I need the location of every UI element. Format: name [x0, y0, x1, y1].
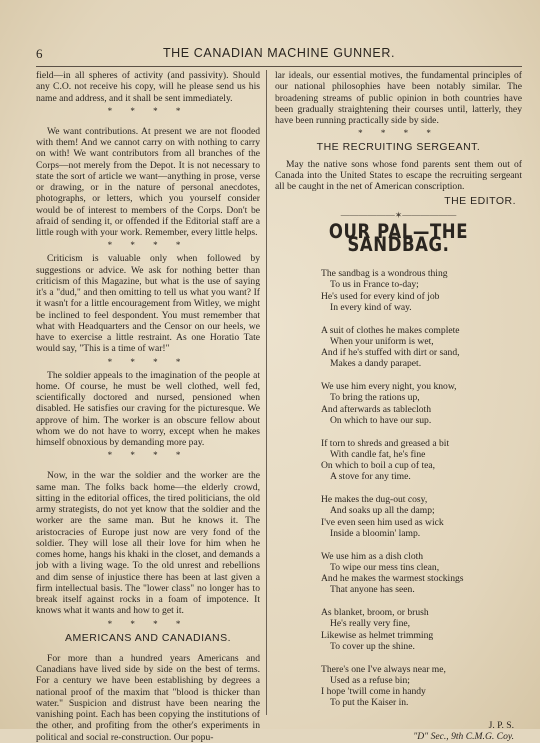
- ornament-rule: ——————✶——————: [340, 209, 457, 220]
- paragraph: lar ideals, our essential motives, the fundamental principles of our national philosophies have been notably similar. The broadening streams of public opinion in both countries have been gradually straightening their courses until, latterly, they have been running practically side by side.: [275, 70, 522, 126]
- poem-line: We use him every night, you know,: [321, 381, 457, 392]
- poem-line: To cover up the shine.: [330, 640, 415, 652]
- right-column: [275, 70, 522, 743]
- poem-line: That anyone has seen.: [330, 584, 415, 596]
- poem-stanza: [321, 607, 522, 652]
- poem-line: And if he's stuffed with dirt or sand,: [321, 347, 460, 358]
- section-heading: THE RECRUITING SERGEANT.: [316, 141, 481, 154]
- poem-stanza: [321, 494, 522, 539]
- poem-line: Makes a dandy parapet.: [330, 358, 422, 370]
- poem-line: A stove for any time.: [330, 471, 411, 483]
- poem-line: We use him as a dish cloth: [321, 550, 424, 562]
- page-number: 6: [36, 46, 43, 61]
- paragraph: For more than a hundred years Americans and Canadians have lived side by side on the best of terms. For a century we have been establishing by degrees a national proof of the maxim that "blood is thicker than water." Suspicion and distrust have been nearing the vanishing point. Each has been copying the institutions of the other, and profiting from the other's experiments in political and social re-construction. Our popu-: [36, 652, 260, 743]
- poem-line: Inside a bloomin' lamp.: [330, 527, 421, 539]
- poem-line: In every kind of way.: [330, 301, 412, 313]
- poem-title: OUR PAL—THE SANDBAG.: [328, 219, 469, 256]
- poem-line: I hope 'twill come in handy: [321, 686, 426, 697]
- poem-stanza: [321, 664, 522, 709]
- poem-line: The sandbag is a wondrous thing: [321, 268, 448, 279]
- section-stars: * * * *: [107, 240, 189, 251]
- poem-stanza: [321, 381, 522, 426]
- poem-line: On which to have our sup.: [330, 414, 432, 426]
- section-stars: * * * *: [107, 618, 189, 629]
- poem-stanza: [321, 551, 522, 596]
- paragraph: May the native sons whose fond parents sent them out of Canada into the United States to escape the recruiting sergeant all be caught in the net of American conscription.: [275, 158, 522, 192]
- poem-line: He makes the dug-out cosy,: [321, 494, 428, 505]
- poem-line: When your uniform is wet,: [330, 335, 434, 347]
- paragraph: Criticism is valuable only when followed by suggestions or advice. We ask for nothing better than criticism of this Magazine, but what is the use of saying it's a "dud," and then omitting to tell us what you want? If it wasn't for a little encouragement from Witley, we might be inclined to feel despondent. You must remember that what with Headquarters and the Censor on our heels, we have to exercise a little restraint. As one Horatio Tate would say, "This is a time of war!": [36, 253, 260, 355]
- poem-line: And soaks up all the damp;: [330, 505, 435, 517]
- section-stars: * * * *: [107, 105, 189, 116]
- poem-line: To us in France to-day;: [330, 279, 419, 291]
- poem-line: He's used for every kind of job: [321, 290, 440, 302]
- header-rule: [36, 66, 522, 67]
- poem-line: Used as a refuse bin;: [330, 674, 410, 686]
- poem-line: There's one I've always near me,: [321, 663, 446, 675]
- poem: [275, 268, 522, 709]
- poem-line: A suit of clothes he makes complete: [321, 324, 460, 336]
- poem-line: And afterwards as tablecloth: [321, 403, 432, 415]
- section-heading: AMERICANS AND CANADIANS.: [64, 631, 232, 644]
- poem-line: To wipe our mess tins clean,: [330, 561, 440, 573]
- poem-line: As blanket, broom, or brush: [321, 607, 429, 618]
- section-stars: * * * *: [107, 356, 189, 367]
- poem-stanza: [321, 325, 522, 370]
- poem-line: I've even seen him used as wick: [321, 516, 444, 528]
- poem-line: If torn to shreds and greased a bit: [321, 437, 450, 449]
- editor-signoff: THE EDITOR.: [444, 195, 516, 208]
- section-stars: * * * *: [107, 450, 189, 461]
- paragraph: The soldier appeals to the imagination of the people at home. Of course, he must be well clothed, well fed, scientifically doctored and nursed, pensioned when disabled. He satisfies our craving for the picturesque. We approve of him. The worker is an obscure fellow about whom we do not have to worry, except when he makes himself obnoxious by demanding more pay.: [36, 369, 260, 448]
- paragraph: field—in all spheres of activity (and passivity). Should any C.O. not receive his copy, will he please send us his name and address, and it shall be sent immediately.: [36, 70, 260, 104]
- poem-line: Likewise as helmet trimming: [321, 629, 434, 641]
- paragraph: Now, in the war the soldier and the worker are the same man. The folks back home—the elderly crowd, sitting in the editorial offices, the tired politicians, the old army strategists, do not yet know that the soldier and the worker are the same man. But he knows it. The aristocracies of Europe just now are very fond of the soldier. They will lose all their love for him when he comes home, hangs his khaki in the closet, and demands a job with a living wage. To the old unrest and rebellions and dim sense of injustice there has been at last given a firm intellectual basis. The "lower class" no longer has to break itself against rocks in a foam of impotence. It knows what it wants and how to get it.: [36, 470, 260, 617]
- author-unit: "D" Sec., 9th C.M.G. Coy.: [413, 731, 514, 743]
- poem-line: To bring the rations up,: [330, 392, 420, 404]
- poem-line: And he makes the warmest stockings: [321, 573, 464, 584]
- poem-stanza: [321, 268, 522, 313]
- page-header: [36, 46, 522, 64]
- paragraph: We want contributions. At present we are not flooded with them! And we cannot carry on with nothing to carry on with! We want contributors from all branches of the Corps—not merely from the Depot. It is not necessary to state the sort of article we want—anything in prose, verse or drawing, or in the nature of personal anecdotes, photographs, or letters, which you yourself consider would be of interest to members of the Corps. Don't be afraid of sending it, or offended if the Editorial staff are a little rough with your work. Remember, every little helps.: [36, 125, 260, 238]
- column-divider: [266, 70, 267, 715]
- poem-author: J. P. S.: [488, 720, 514, 731]
- poem-stanza: [321, 438, 522, 483]
- section-stars: * * * *: [358, 128, 439, 139]
- running-title: THE CANADIAN MACHINE GUNNER.: [162, 46, 396, 60]
- poem-line: On which to boil a cup of tea,: [321, 460, 436, 471]
- poem-line: He's really very fine,: [330, 618, 411, 630]
- poem-line: With candle fat, he's fine: [330, 448, 426, 460]
- left-column: [36, 70, 260, 743]
- poem-line: To put the Kaiser in.: [330, 697, 409, 709]
